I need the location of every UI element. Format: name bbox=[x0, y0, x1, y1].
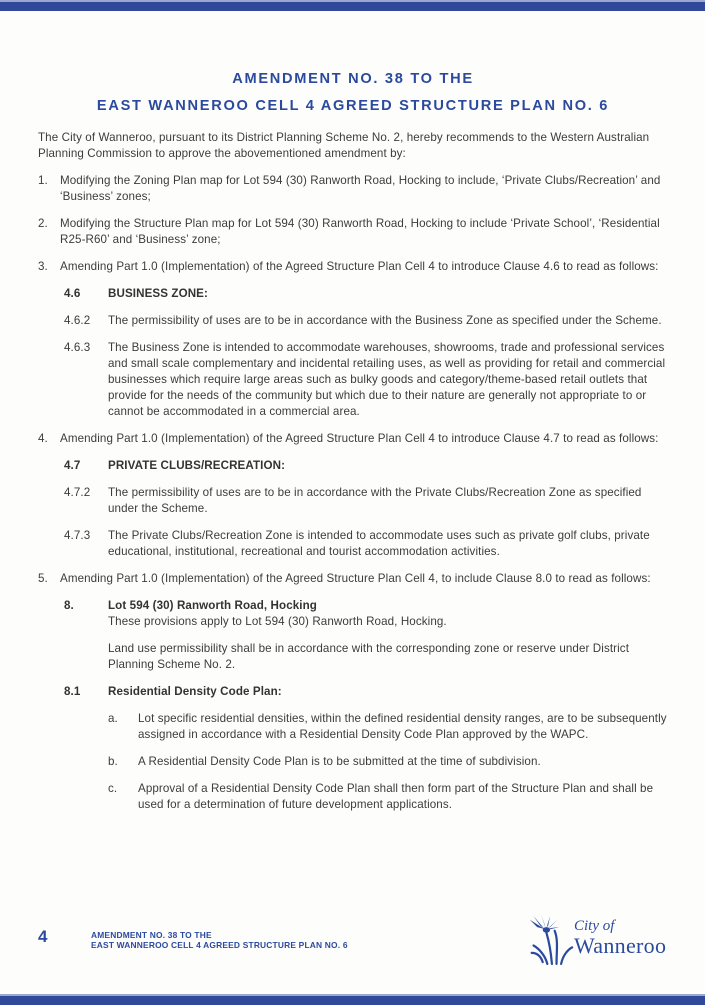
clause-4-6-heading bbox=[38, 286, 668, 302]
logo-city-of: City of bbox=[574, 918, 615, 934]
clause-8-paragraph-2 bbox=[38, 641, 668, 673]
list-item-2-text: Modifying the Structure Plan map for Lot 594 (30) Ranworth Road, Hocking to include ‘Private School’, ‘Residential R25-R60’ and ‘Business’ zone; bbox=[60, 217, 660, 246]
logo-wanneroo: Wanneroo bbox=[574, 933, 667, 958]
clause-4-6-3-number: 4.6.3 bbox=[64, 341, 91, 354]
list-item-4-text: Amending Part 1.0 (Implementation) of the Agreed Structure Plan Cell 4 to introduce Clause 4.7 to read as follows: bbox=[60, 432, 659, 445]
list-item-5 bbox=[38, 571, 668, 587]
sub-item-a-text: Lot specific residential densities, within the defined residential density ranges, are to be subsequently assigned in accordance with a Residential Density Code Plan approved by the WAPC. bbox=[138, 712, 667, 741]
list-item-3 bbox=[38, 259, 668, 275]
list-item-3-text: Amending Part 1.0 (Implementation) of the Agreed Structure Plan Cell 4 to introduce Clause 4.6 to read as follows: bbox=[60, 260, 659, 273]
footer-title-line-2: EAST WANNEROO CELL 4 AGREED STRUCTURE PLAN NO. 6 bbox=[91, 939, 348, 950]
sub-item-c-letter: c. bbox=[108, 782, 118, 795]
list-item-3-number: 3. bbox=[38, 260, 48, 273]
sub-item-b-letter: b. bbox=[108, 755, 118, 768]
title-line-2: EAST WANNEROO CELL 4 AGREED STRUCTURE PLAN NO. 6 bbox=[96, 98, 610, 114]
list-item-1-text: Modifying the Zoning Plan map for Lot 594 (30) Ranworth Road, Hocking to include, ‘Private Clubs/Recreation’ and ‘Business’ zones; bbox=[60, 174, 661, 203]
sub-item-b bbox=[38, 754, 668, 770]
clause-4-7-2-number: 4.7.2 bbox=[64, 486, 91, 499]
page-number: 4 bbox=[38, 927, 48, 946]
sub-item-a bbox=[38, 711, 668, 743]
clause-4-7-title: PRIVATE CLUBS/RECREATION: bbox=[108, 459, 286, 472]
clause-4-6-3 bbox=[38, 340, 668, 420]
clause-4-7-2 bbox=[38, 485, 668, 517]
clause-4-6-2-text: The permissibility of uses are to be in accordance with the Business Zone as specified under the Scheme. bbox=[108, 314, 662, 327]
clause-8-paragraph-2-text: Land use permissibility shall be in accordance with the corresponding zone or reserve under District Planning Scheme No. 2. bbox=[108, 642, 630, 671]
clause-4-7-heading bbox=[38, 458, 668, 474]
clause-8-body: These provisions apply to Lot 594 (30) Ranworth Road, Hocking. bbox=[108, 615, 447, 628]
document-content bbox=[38, 66, 668, 824]
intro-paragraph: The City of Wanneroo, pursuant to its District Planning Scheme No. 2, hereby recommends to the Western Australian Planning Commission to approve the abovementioned amendment by: bbox=[38, 131, 650, 160]
clause-4-6-3-text: The Business Zone is intended to accommodate warehouses, showrooms, trade and professional services and small scale complementary and incidental retailing uses, as well as providing for retail and commercial businesses which require large areas such as bulky goods and category/theme-based retail outlets that provide for the needs of the community but which due to their nature are generally not appropriate to or cannot be accommodated in a commercial area. bbox=[108, 341, 666, 418]
list-item-4 bbox=[38, 431, 668, 447]
sub-item-a-letter: a. bbox=[108, 712, 118, 725]
logo-wordmark bbox=[574, 914, 666, 957]
list-item-2 bbox=[38, 216, 668, 248]
clause-4-6-2-number: 4.6.2 bbox=[64, 314, 91, 327]
clause-8-number: 8. bbox=[64, 599, 74, 612]
kangaroo-paw-icon bbox=[528, 914, 574, 966]
sub-item-c-text: Approval of a Residential Density Code Plan shall then form part of the Structure Plan and shall be used for a determination of future development applications. bbox=[138, 782, 654, 811]
list-item-5-number: 5. bbox=[38, 572, 48, 585]
clause-4-6-title: BUSINESS ZONE: bbox=[108, 287, 208, 300]
footer-document-title bbox=[91, 931, 348, 951]
list-item-1-number: 1. bbox=[38, 174, 48, 187]
list-item-2-number: 2. bbox=[38, 217, 48, 230]
clause-8-1-title: Residential Density Code Plan: bbox=[108, 685, 282, 698]
footer-title-line-1: AMENDMENT NO. 38 TO THE bbox=[91, 930, 212, 940]
sub-item-b-text: A Residential Density Code Plan is to be submitted at the time of subdivision. bbox=[138, 755, 541, 768]
top-border-bar bbox=[0, 0, 705, 11]
clause-4-6-number: 4.6 bbox=[64, 287, 81, 300]
clause-8-1-number: 8.1 bbox=[64, 685, 81, 698]
sub-item-c bbox=[38, 781, 668, 813]
list-item-1 bbox=[38, 173, 668, 205]
title-line-1: AMENDMENT NO. 38 TO THE bbox=[232, 71, 474, 87]
clause-4-6-2 bbox=[38, 313, 668, 329]
clause-8-1-heading bbox=[38, 684, 668, 700]
document-title bbox=[38, 66, 668, 120]
list-item-5-text: Amending Part 1.0 (Implementation) of the Agreed Structure Plan Cell 4, to include Clause 8.0 to read as follows: bbox=[60, 572, 651, 585]
clause-4-7-3-text: The Private Clubs/Recreation Zone is intended to accommodate uses such as private golf clubs, private educational, institutional, recreational and tourist accommodation activities. bbox=[108, 529, 650, 558]
clause-8 bbox=[38, 598, 668, 630]
city-of-wanneroo-logo bbox=[528, 914, 670, 968]
list-item-4-number: 4. bbox=[38, 432, 48, 445]
clause-8-paragraph-2-spacer bbox=[64, 641, 108, 673]
clause-4-7-3 bbox=[38, 528, 668, 560]
clause-4-7-2-text: The permissibility of uses are to be in accordance with the Private Clubs/Recreation Zone as specified under the Scheme. bbox=[108, 486, 642, 515]
clause-4-7-3-number: 4.7.3 bbox=[64, 529, 91, 542]
bottom-border-bar bbox=[0, 994, 705, 1005]
clause-8-title: Lot 594 (30) Ranworth Road, Hocking bbox=[108, 599, 317, 612]
clause-4-7-number: 4.7 bbox=[64, 459, 81, 472]
